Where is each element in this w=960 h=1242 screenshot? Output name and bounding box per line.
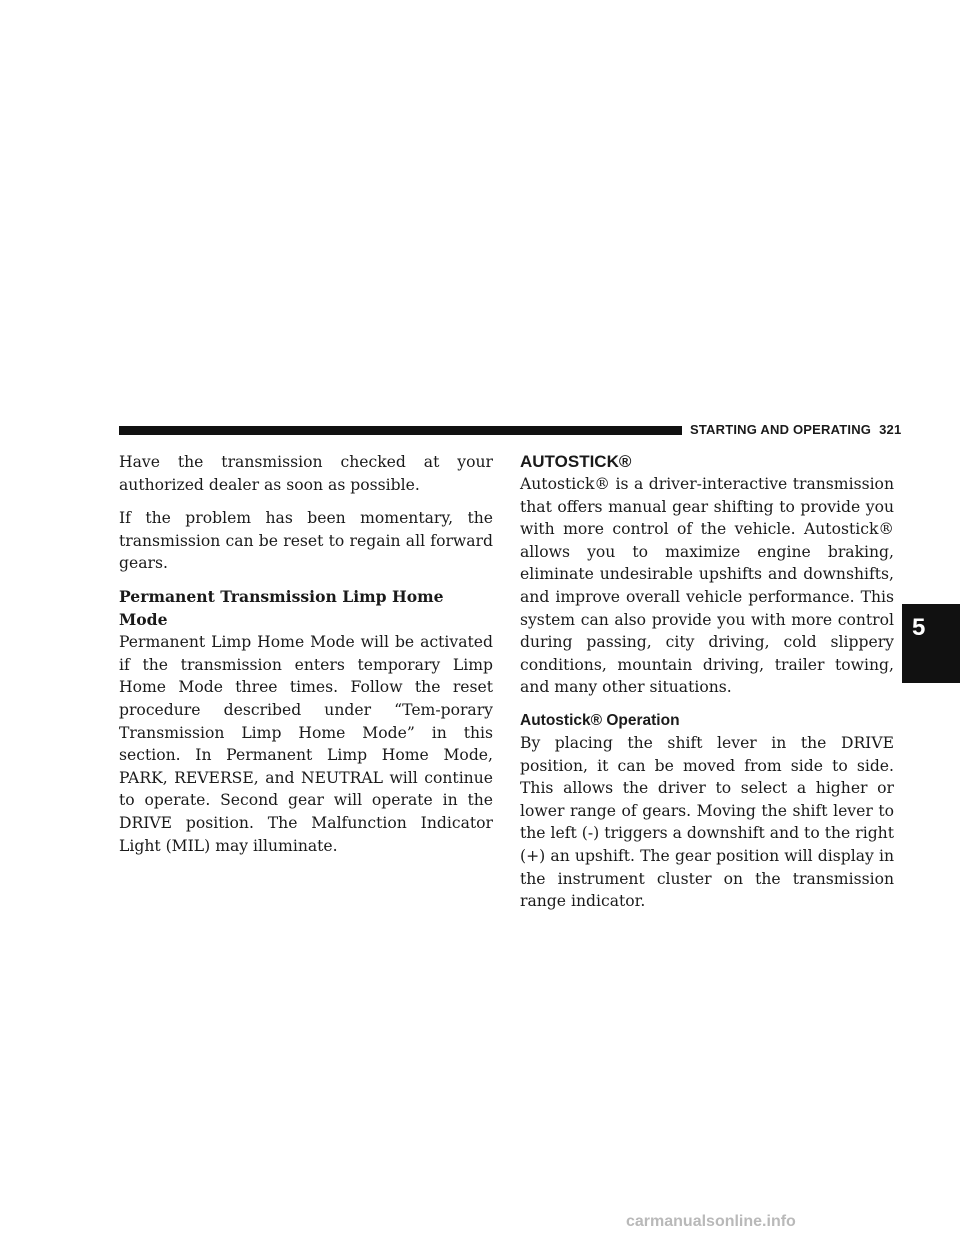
right-column bbox=[520, 451, 894, 924]
paragraph: If the problem has been momentary, the transmission can be reset to regain all forward gears. bbox=[119, 509, 493, 573]
paragraph: Have the transmission checked at your authorized dealer as soon as possible. bbox=[119, 453, 493, 494]
section-heading: AUTOSTICK® bbox=[520, 452, 632, 471]
paragraph: By placing the shift lever in the DRIVE position, it can be moved from side to side. This allows the driver to select a higher or lower range of gears. Moving the shift lever to the left (-) triggers a downshift and to the right (+) an upshift. The gear position will display in the instrument cluster on the transmission range indicator. bbox=[520, 733, 894, 911]
paragraph: Autostick® is a driver-interactive transmission that offers manual gear shifting to provide you with more control of the vehicle. Autostick® allows you to maximize engine braking, eliminate undesirable upshifts and downshifts, and improve overall vehicle performance. This system can also provide you with more control during passing, city driving, cold slippery conditions, mountain driving, trailer towing, and many other situations. bbox=[520, 475, 894, 697]
section-title: STARTING AND OPERATING bbox=[690, 422, 872, 437]
left-column bbox=[119, 451, 493, 868]
header-rule bbox=[119, 426, 682, 435]
running-head bbox=[690, 422, 901, 437]
paragraph: Permanent Limp Home Mode will be activated if the transmission enters temporary Limp Home Mode three times. Follow the reset procedure described under “Tem-porary Transmission Limp Home Mode” in this section. In Permanent Limp Home Mode, PARK, REVERSE, and NEUTRAL will continue to operate. Second gear will operate in the DRIVE position. The Malfunction Indicator Light (MIL) may illuminate. bbox=[119, 633, 493, 855]
watermark: carmanualsonline.info bbox=[626, 1213, 796, 1230]
page-number: 321 bbox=[879, 422, 902, 437]
subsection-heading: Autostick® Operation bbox=[520, 711, 680, 729]
chapter-tab: 5 bbox=[902, 604, 960, 683]
subheading: Permanent Transmission Limp Home Mode bbox=[119, 586, 444, 629]
